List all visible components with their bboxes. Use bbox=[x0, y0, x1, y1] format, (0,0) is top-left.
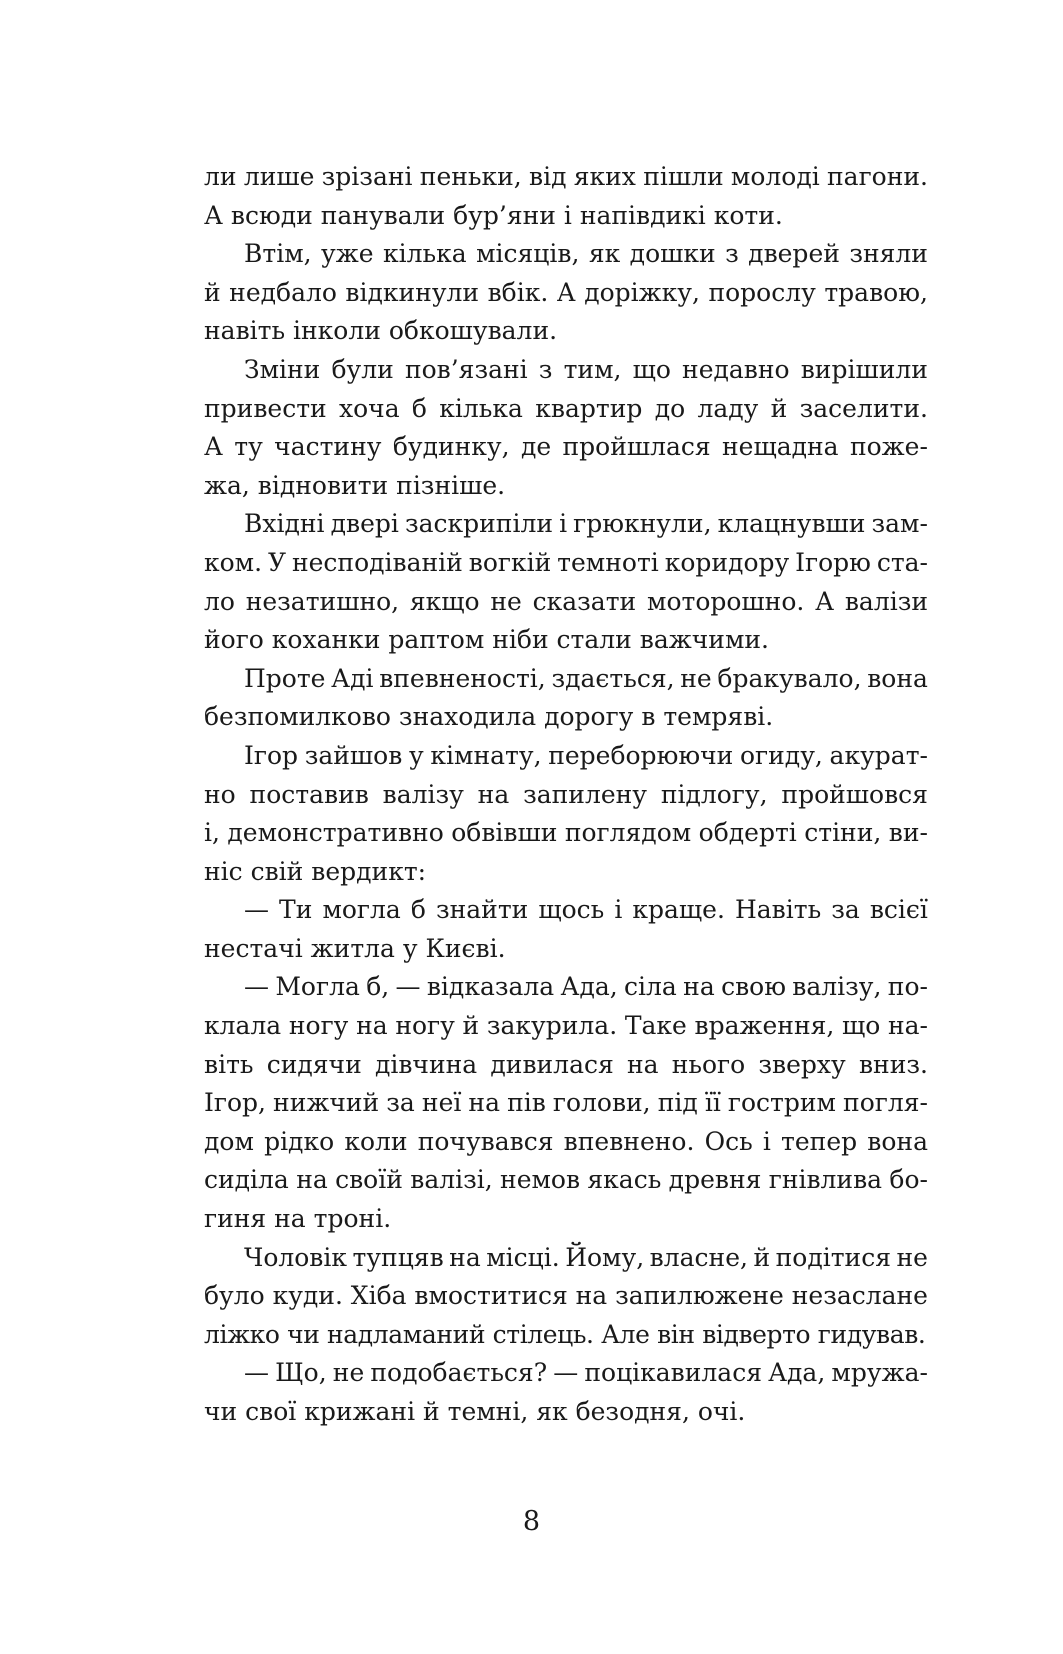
word: відказала bbox=[426, 972, 555, 1002]
word: й bbox=[753, 1242, 771, 1272]
word: Могла bbox=[275, 972, 360, 1002]
word: недавно bbox=[682, 354, 790, 384]
word: моторошно. bbox=[647, 586, 805, 616]
word: на bbox=[477, 779, 510, 809]
paragraph bbox=[204, 1354, 928, 1431]
word: що bbox=[842, 1011, 881, 1041]
text-line bbox=[204, 583, 928, 622]
word: тупцяв bbox=[352, 1242, 444, 1272]
word: на bbox=[296, 1165, 328, 1195]
text-line bbox=[204, 158, 928, 197]
word: дом bbox=[204, 1126, 254, 1156]
word: рідко bbox=[264, 1126, 335, 1156]
word: Аді bbox=[331, 663, 374, 693]
word: кілька bbox=[382, 239, 467, 269]
word: вниз. bbox=[858, 1049, 928, 1079]
word: вона bbox=[867, 663, 928, 693]
word: свою bbox=[721, 972, 786, 1002]
word: клацнувши bbox=[717, 509, 866, 539]
word: зрізані bbox=[321, 162, 413, 191]
word: валізи bbox=[844, 586, 928, 616]
word: доріжку, bbox=[584, 277, 700, 307]
text-line: чи свої крижані й темні, як безодня, очі. bbox=[204, 1397, 746, 1426]
word: віть bbox=[204, 1049, 254, 1079]
word: до bbox=[654, 393, 686, 423]
word: порослу bbox=[708, 277, 816, 307]
word: якась bbox=[587, 1165, 662, 1195]
word: заскрипіли bbox=[404, 509, 553, 539]
word: власне, bbox=[649, 1242, 748, 1272]
word: тепер bbox=[781, 1126, 858, 1156]
word: були bbox=[331, 354, 394, 384]
word: Проте bbox=[244, 663, 326, 693]
text-line: безпомилково знаходила дорогу в темряві. bbox=[204, 702, 774, 732]
word: недбало bbox=[229, 277, 337, 307]
word: — bbox=[244, 895, 269, 925]
word: обвівши bbox=[451, 818, 558, 848]
page-number: 8 bbox=[522, 1506, 541, 1537]
word: привести bbox=[204, 393, 327, 423]
word: Ось bbox=[704, 1126, 753, 1156]
text-line bbox=[204, 351, 928, 390]
word: А bbox=[556, 277, 576, 307]
paragraph bbox=[204, 968, 928, 1238]
word: Втім, bbox=[244, 239, 312, 269]
word: будинку, bbox=[392, 432, 510, 462]
word: Йому, bbox=[565, 1242, 645, 1272]
word: пагони. bbox=[827, 162, 928, 191]
word: зняли bbox=[849, 239, 928, 269]
word: валізу, bbox=[792, 972, 882, 1002]
word: немов bbox=[500, 1165, 581, 1195]
word: подітися bbox=[775, 1242, 891, 1272]
word: — bbox=[244, 972, 269, 1002]
word: дивилася bbox=[490, 1049, 614, 1079]
word: поже- bbox=[849, 432, 928, 462]
word: й bbox=[204, 277, 221, 307]
word: Ти bbox=[279, 895, 313, 925]
word: сидячи bbox=[266, 1049, 362, 1079]
word: Ігор, bbox=[204, 1088, 266, 1118]
word: б bbox=[411, 393, 427, 423]
word: ногу bbox=[395, 1011, 455, 1041]
word: пройшовся bbox=[781, 779, 928, 809]
word: ту bbox=[234, 432, 263, 462]
word: краще. bbox=[632, 895, 725, 925]
word: пройшлася bbox=[562, 432, 711, 462]
word: знайти bbox=[435, 895, 529, 925]
word: б bbox=[410, 895, 426, 925]
paragraph bbox=[204, 505, 928, 659]
word: мружа- bbox=[831, 1358, 928, 1388]
word: за bbox=[386, 1088, 415, 1118]
word: поглядом bbox=[564, 818, 692, 848]
word: Ігорю bbox=[795, 547, 871, 577]
paragraph bbox=[204, 351, 928, 505]
word: і bbox=[762, 1126, 771, 1156]
word: ви- bbox=[888, 818, 928, 848]
word: квартир bbox=[535, 393, 643, 423]
word: було bbox=[204, 1281, 265, 1311]
word: голови, bbox=[552, 1088, 651, 1118]
word: й bbox=[770, 393, 788, 423]
word: її bbox=[704, 1088, 721, 1118]
word: з bbox=[538, 354, 553, 384]
word: по- bbox=[887, 972, 928, 1002]
word: з bbox=[725, 239, 739, 269]
text-line bbox=[204, 1046, 928, 1085]
word: нього bbox=[671, 1049, 746, 1079]
text-line: гиня на троні. bbox=[204, 1204, 392, 1234]
word: щось bbox=[538, 895, 605, 925]
word: ладу bbox=[697, 393, 759, 423]
paragraph bbox=[204, 158, 928, 235]
word: Ада, bbox=[560, 972, 618, 1002]
word: впевнено. bbox=[563, 1126, 695, 1156]
word: зверху bbox=[758, 1049, 846, 1079]
text-line bbox=[204, 660, 928, 699]
word: огиду, bbox=[739, 740, 823, 770]
word: дівчина bbox=[374, 1049, 478, 1079]
word: уже bbox=[321, 239, 374, 269]
word: впевненості, bbox=[379, 663, 546, 693]
word: що bbox=[632, 354, 671, 384]
word: кілька bbox=[439, 393, 523, 423]
text-line bbox=[204, 1007, 928, 1046]
word: Ада, bbox=[768, 1358, 826, 1388]
word: ногу bbox=[288, 1011, 349, 1041]
word: травою, bbox=[824, 277, 928, 307]
word: на bbox=[575, 1281, 608, 1311]
word: подобається? bbox=[370, 1358, 548, 1388]
word: Ігор bbox=[244, 740, 299, 770]
word: на bbox=[468, 1088, 500, 1118]
word: поставив bbox=[249, 779, 369, 809]
word: і, bbox=[204, 818, 220, 848]
word: підлогу, bbox=[660, 779, 768, 809]
word: відкинули bbox=[345, 277, 480, 307]
word: погля- bbox=[843, 1088, 928, 1118]
word: частину bbox=[274, 432, 382, 462]
word: запилюжене bbox=[615, 1281, 784, 1311]
text-line: його коханки раптом ніби стали важчими. bbox=[204, 625, 770, 655]
word: коли bbox=[344, 1126, 408, 1156]
word: Навіть bbox=[734, 895, 822, 925]
word: пеньки, bbox=[419, 162, 522, 191]
word: на bbox=[449, 1242, 481, 1272]
word: могла bbox=[322, 895, 401, 925]
text-line: А всюди панували бур’яни і напівдикі коти. bbox=[204, 200, 783, 230]
word: б, bbox=[366, 972, 390, 1002]
book-page-body bbox=[204, 158, 928, 1432]
text-line bbox=[204, 428, 928, 467]
word: як bbox=[588, 239, 621, 269]
word: гострим bbox=[727, 1088, 836, 1118]
word: лише bbox=[243, 162, 315, 191]
word: зам- bbox=[871, 509, 928, 539]
text-line bbox=[204, 891, 928, 930]
word: ком. bbox=[204, 547, 263, 577]
word: хоча bbox=[339, 393, 400, 423]
paragraph bbox=[204, 737, 928, 891]
word: грюкнули, bbox=[573, 509, 712, 539]
text-line bbox=[204, 274, 928, 313]
word: Що, bbox=[275, 1358, 327, 1388]
word: молоді bbox=[730, 162, 820, 191]
word: коридору bbox=[664, 547, 790, 577]
word: не bbox=[332, 1358, 365, 1388]
word: за bbox=[831, 895, 860, 925]
word: гнівлива bbox=[768, 1165, 883, 1195]
word: вбік. bbox=[487, 277, 549, 307]
text-line bbox=[204, 1277, 928, 1316]
word: сиділа bbox=[204, 1165, 289, 1195]
word: під bbox=[657, 1088, 698, 1118]
word: Чоловік bbox=[244, 1242, 348, 1272]
text-line: навіть інколи обкошували. bbox=[204, 316, 558, 346]
word: А bbox=[815, 586, 835, 616]
word: де bbox=[520, 432, 552, 462]
text-line bbox=[204, 776, 928, 815]
word: якщо bbox=[409, 586, 480, 616]
word: — bbox=[553, 1358, 579, 1388]
paragraph bbox=[204, 1239, 928, 1355]
word: ло bbox=[204, 586, 235, 616]
word: не bbox=[896, 1242, 928, 1272]
word: двері bbox=[330, 509, 399, 539]
word: враження, bbox=[694, 1011, 835, 1041]
word: всієї bbox=[869, 895, 928, 925]
word: пов’язані bbox=[404, 354, 528, 384]
word: місці. bbox=[486, 1242, 560, 1272]
word: ли bbox=[204, 162, 237, 191]
word: і bbox=[614, 895, 623, 925]
word: тим, bbox=[563, 354, 622, 384]
word: від bbox=[529, 162, 567, 191]
text-line bbox=[204, 235, 928, 274]
paragraph bbox=[204, 660, 928, 737]
word: акурат- bbox=[829, 740, 928, 770]
word: — bbox=[395, 972, 421, 1002]
word: незаслане bbox=[791, 1281, 928, 1311]
text-line: ніс свій вердикт: bbox=[204, 856, 427, 886]
word: валізі, bbox=[410, 1165, 493, 1195]
text-line bbox=[204, 1084, 928, 1123]
text-line: жа, відновити пізніше. bbox=[204, 470, 506, 500]
word: темноті bbox=[557, 547, 659, 577]
word: демонстративно bbox=[227, 818, 444, 848]
word: не bbox=[490, 586, 522, 616]
word: й bbox=[462, 1011, 480, 1041]
word: заселити. bbox=[799, 393, 928, 423]
text-line bbox=[204, 1123, 928, 1162]
text-line bbox=[204, 1354, 928, 1393]
word: на bbox=[356, 1011, 388, 1041]
word: клала bbox=[204, 1011, 282, 1041]
word: но bbox=[204, 779, 236, 809]
word: у bbox=[408, 740, 424, 770]
paragraph bbox=[204, 235, 928, 351]
word: яких bbox=[573, 162, 636, 191]
text-line: ліжко чи надламаний стілець. Але він відверто гидував. bbox=[204, 1319, 926, 1349]
text-line bbox=[204, 814, 928, 853]
text-line bbox=[204, 505, 928, 544]
word: ста- bbox=[876, 547, 928, 577]
word: несподіваній bbox=[291, 547, 463, 577]
word: пішли bbox=[643, 162, 724, 191]
word: нещадна bbox=[722, 432, 839, 462]
text-line bbox=[204, 737, 928, 776]
word: на bbox=[683, 972, 715, 1002]
word: стіни, bbox=[804, 818, 882, 848]
word: сказати bbox=[532, 586, 637, 616]
word: незатишно, bbox=[245, 586, 400, 616]
word: і bbox=[559, 509, 568, 539]
word: А bbox=[204, 432, 223, 462]
word: бракувало, bbox=[717, 663, 862, 693]
word: поцікавилася bbox=[584, 1358, 762, 1388]
word: закурила. bbox=[486, 1011, 618, 1041]
word: Зміни bbox=[244, 354, 321, 384]
text-line bbox=[204, 1239, 928, 1278]
word: Хіба bbox=[350, 1281, 407, 1311]
word: почувався bbox=[417, 1126, 554, 1156]
word: зайшов bbox=[304, 740, 403, 770]
word: пів bbox=[507, 1088, 546, 1118]
word: своїй bbox=[335, 1165, 403, 1195]
word: вмоститися bbox=[414, 1281, 568, 1311]
word: нижчий bbox=[273, 1088, 380, 1118]
word: неї bbox=[421, 1088, 462, 1118]
word: запилену bbox=[523, 779, 647, 809]
text-line: нестачі житла у Києві. bbox=[204, 933, 506, 963]
word: кімнату, bbox=[430, 740, 542, 770]
word: на bbox=[626, 1049, 659, 1079]
word: дверей bbox=[748, 239, 840, 269]
word: переборюючи bbox=[548, 740, 734, 770]
word: куди. bbox=[272, 1281, 343, 1311]
word: вогкій bbox=[468, 547, 552, 577]
word: здається, bbox=[551, 663, 675, 693]
paragraph bbox=[204, 891, 928, 968]
text-line bbox=[204, 1161, 928, 1200]
text-line bbox=[204, 390, 928, 429]
word: Таке bbox=[624, 1011, 687, 1041]
word: бо- bbox=[889, 1165, 928, 1195]
word: дошки bbox=[629, 239, 716, 269]
word: древня bbox=[668, 1165, 762, 1195]
word: — bbox=[244, 1358, 269, 1388]
word: обдерті bbox=[698, 818, 797, 848]
text-line bbox=[204, 544, 928, 583]
word: не bbox=[680, 663, 712, 693]
word: Вхідні bbox=[244, 509, 325, 539]
text-line bbox=[204, 968, 928, 1007]
word: місяців, bbox=[476, 239, 580, 269]
word: У bbox=[267, 547, 287, 577]
word: вирішили bbox=[800, 354, 928, 384]
word: на- bbox=[887, 1011, 928, 1041]
word: вона bbox=[867, 1126, 928, 1156]
word: валізу bbox=[382, 779, 464, 809]
word: сіла bbox=[624, 972, 677, 1002]
